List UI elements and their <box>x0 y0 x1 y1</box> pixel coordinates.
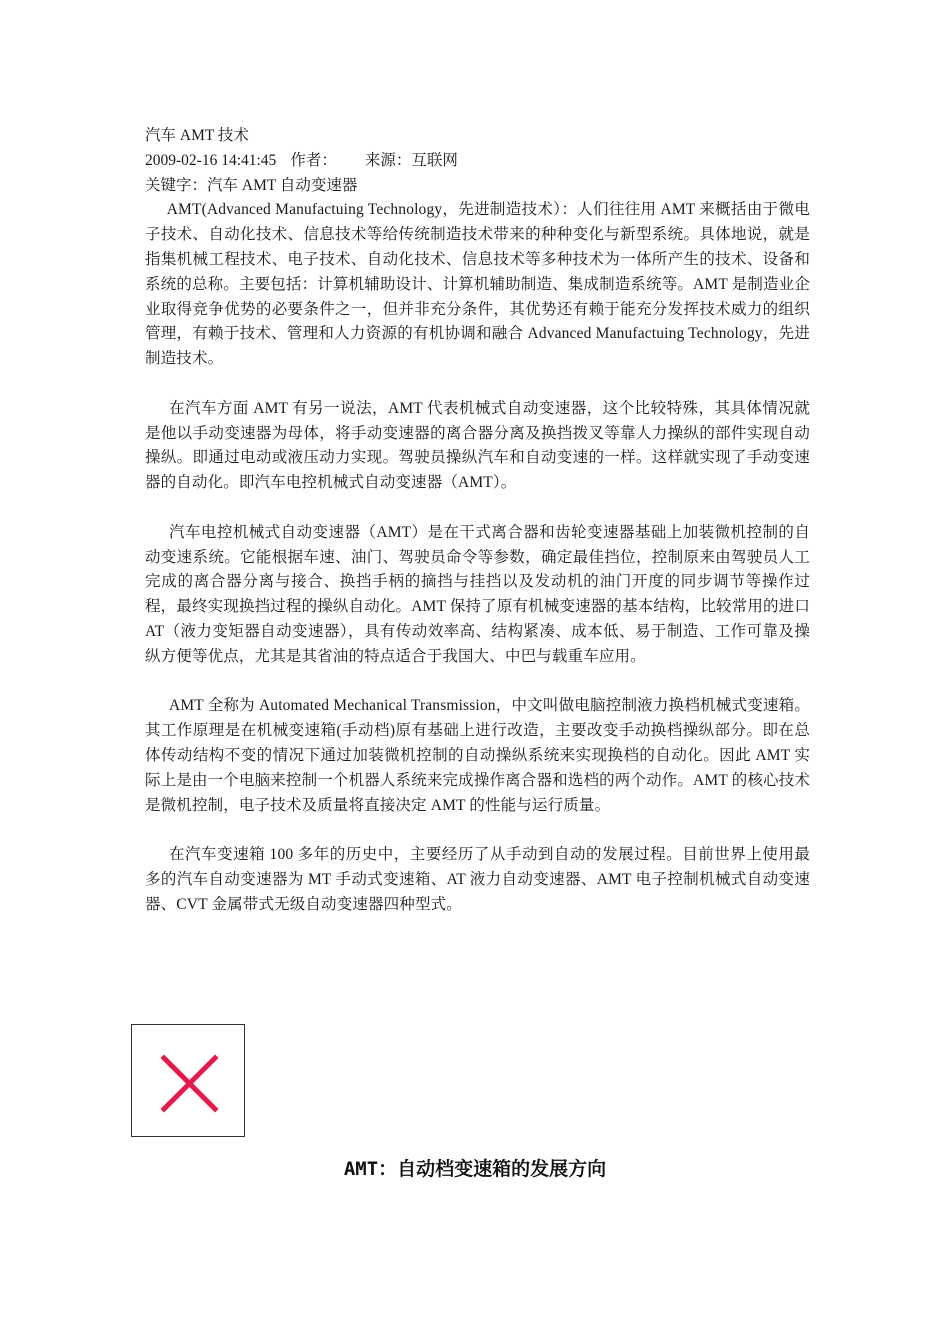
article-source: 来源：互联网 <box>364 151 458 169</box>
article-paragraph-1: AMT(Advanced Manufactuing Technology，先进制造技术）：人们往往用 AMT 来概括由于微电子技术、自动化技术、信息技术等给传统制造技术带来的种种变化与新型系统。具体地说，就是指集机械工程技术、电子技术、自动化技术、信息技术等多种技术为一体所产生的技术、设备和系统的总称。主要包括：计算机辅助设计、计算机辅助制造、集成制造系统等。AMT 是制造业企业取得竞争优势的必要条件之一，但并非充分条件，其优势还有赖于能充分发挥技术威力的组织管理，有赖于技术、管理和人力资源的有机协调和融合 Advanced Manufactuing Technology，先进制造技术。 <box>145 201 810 368</box>
paragraph-spacer <box>145 496 810 521</box>
article-author-label: 作者： <box>290 151 337 169</box>
broken-image-x-icon <box>132 1025 244 1136</box>
paragraph-spacer <box>145 670 810 695</box>
paragraph-spacer <box>145 818 810 843</box>
section-subtitle: AMT：自动档变速箱的发展方向 <box>343 1158 607 1180</box>
article-paragraph-4: AMT 全称为 Automated Mechanical Transmission，中文叫做电脑控制液力换档机械式变速箱。其工作原理是在机械变速箱(手动档)原有基础上进行改造，主要改变手动换档操纵部分。即在总体传动结构不变的情况下通过加装微机控制的自动操纵系统来实现换档的自动化。因此 AMT 实际上是由一个电脑来控制一个机器人系统来完成操作离合器和选档的两个动作。AMT 的核心技术是微机控制，电子技术及质量将直接决定 AMT 的性能与运行质量。 <box>145 697 810 814</box>
paragraph-spacer <box>145 372 810 397</box>
broken-image-placeholder <box>131 1024 245 1137</box>
article-datetime: 2009-02-16 14:41:45 <box>145 151 277 169</box>
article-paragraph-5: 在汽车变速箱 100 多年的历史中，主要经历了从手动到自动的发展过程。目前世界上使用最多的汽车自动变速器为 MT 手动式变速箱、AT 液力自动变速器、AMT 电子控制机械式自动变速器、CVT 金属带式无级自动变速器四种型式。 <box>145 846 810 913</box>
article-paragraph-2: 在汽车方面 AMT 有另一说法，AMT 代表机械式自动变速器，这个比较特殊，其具体情况就是他以手动变速器为母体，将手动变速器的离合器分离及换挡拨叉等靠人力操纵的部件实现自动操纵。即通过电动或液压动力实现。驾驶员操纵汽车和自动变速的一样。这样就实现了手动变速器的自动化。即汽车电控机械式自动变速器（AMT）。 <box>145 399 810 492</box>
article-meta <box>145 149 810 174</box>
article-paragraph-3: 汽车电控机械式自动变速器（AMT）是在干式离合器和齿轮变速器基础上加装微机控制的自动变速系统。它能根据车速、油门、驾驶员命令等参数，确定最佳挡位，控制原来由驾驶员人工完成的离合器分离与接合、换挡手柄的摘挡与挂挡以及发动机的油门开度的同步调节等操作过程，最终实现换挡过程的操纵自动化。AMT 保持了原有机械变速器的基本结构，比较常用的进口 AT（液力变矩器自动变速器），具有传动效率高、结构紧凑、成本低、易于制造、工作可靠及操纵方便等优点，尤其是其省油的特点适合于我国大、中巴与载重车应用。 <box>145 523 810 665</box>
article-keywords: 关键字：汽车 AMT 自动变速器 <box>145 176 358 194</box>
article-body <box>145 124 810 918</box>
article-title: 汽车 AMT 技术 <box>145 127 249 144</box>
